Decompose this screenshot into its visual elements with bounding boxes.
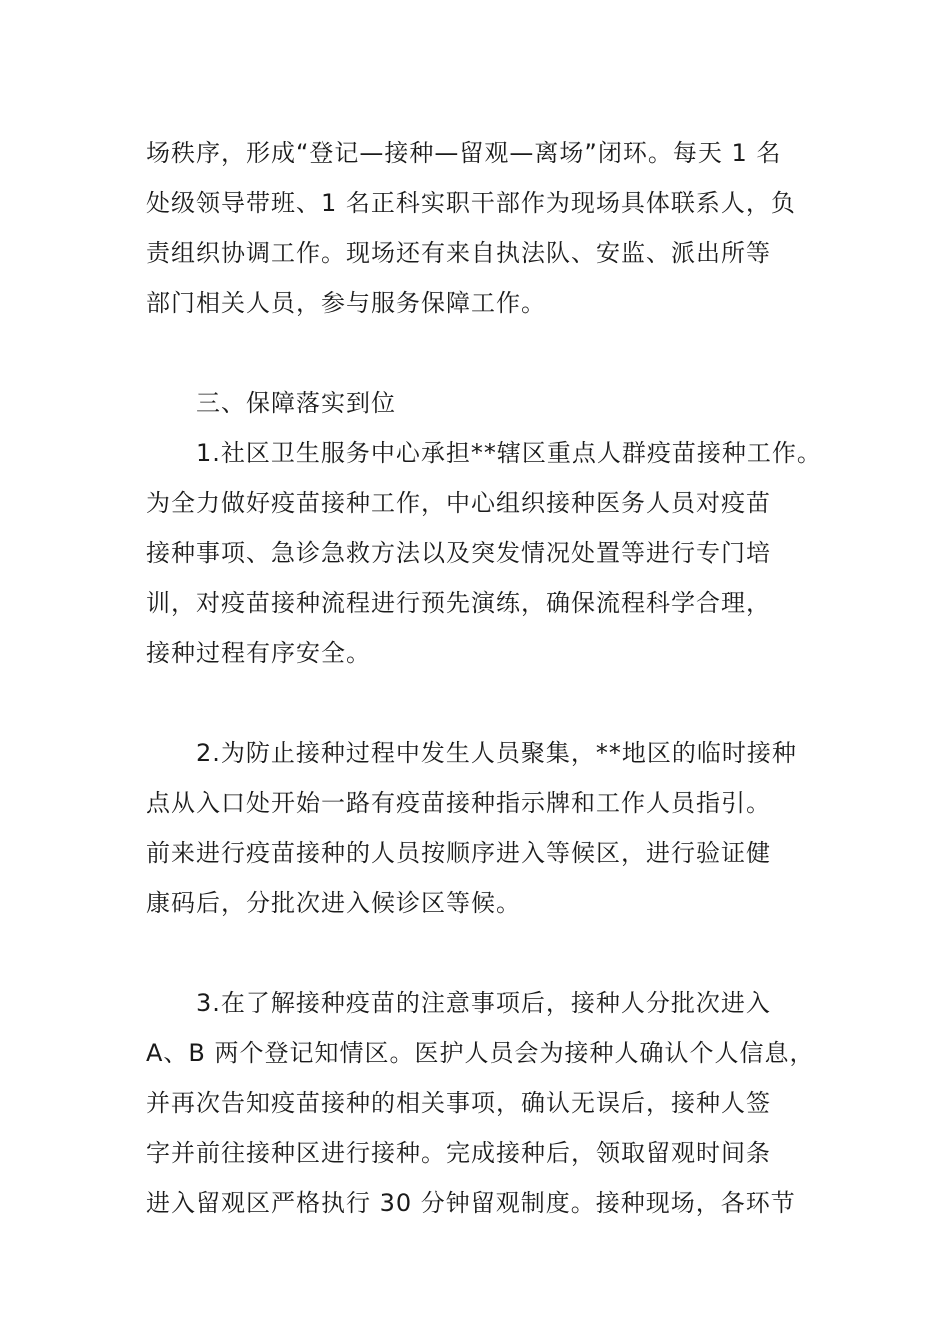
text-line: 进入留观区严格执行 30 分钟留观制度。接种现场，各环节	[146, 1189, 796, 1217]
text-line: 为全力做好疫苗接种工作，中心组织接种医务人员对疫苗	[146, 489, 771, 517]
text-line: 并再次告知疫苗接种的相关事项，确认无误后，接种人签	[146, 1089, 771, 1117]
paragraph-item-2	[146, 728, 826, 928]
text-line: 训，对疫苗接种流程进行预先演练，确保流程科学合理，	[146, 589, 771, 617]
paragraph-item-1	[146, 428, 826, 678]
text-line: 2.为防止接种过程中发生人员聚集，**地区的临时接种	[196, 739, 797, 767]
text-line: A、B 两个登记知情区。医护人员会为接种人确认个人信息，	[146, 1039, 815, 1067]
text-line: 3.在了解接种疫苗的注意事项后，接种人分批次进入	[196, 989, 771, 1017]
paragraph-item-3	[146, 978, 826, 1228]
text-line: 康码后，分批次进入候诊区等候。	[146, 889, 521, 917]
text-line: 场秩序，形成“登记—接种—留观—离场”闭环。每天 1 名	[146, 139, 782, 167]
text-line: 前来进行疫苗接种的人员按顺序进入等候区，进行验证健	[146, 839, 771, 867]
section-heading	[146, 378, 826, 428]
text-line: 字并前往接种区进行接种。完成接种后，领取留观时间条	[146, 1139, 771, 1167]
paragraph-site-order	[146, 128, 826, 328]
text-line: 处级领导带班、1 名正科实职干部作为现场具体联系人，负	[146, 189, 796, 217]
text-line: 责组织协调工作。现场还有来自执法队、安监、派出所等	[146, 239, 771, 267]
text-line: 点从入口处开始一路有疫苗接种指示牌和工作人员指引。	[146, 789, 771, 817]
text-line: 接种事项、急诊急救方法以及突发情况处置等进行专门培	[146, 539, 771, 567]
text-line: 1.社区卫生服务中心承担**辖区重点人群疫苗接种工作。	[196, 439, 822, 467]
text-line: 部门相关人员，参与服务保障工作。	[146, 289, 546, 317]
text-line: 接种过程有序安全。	[146, 639, 371, 667]
heading-line: 三、保障落实到位	[196, 389, 396, 417]
